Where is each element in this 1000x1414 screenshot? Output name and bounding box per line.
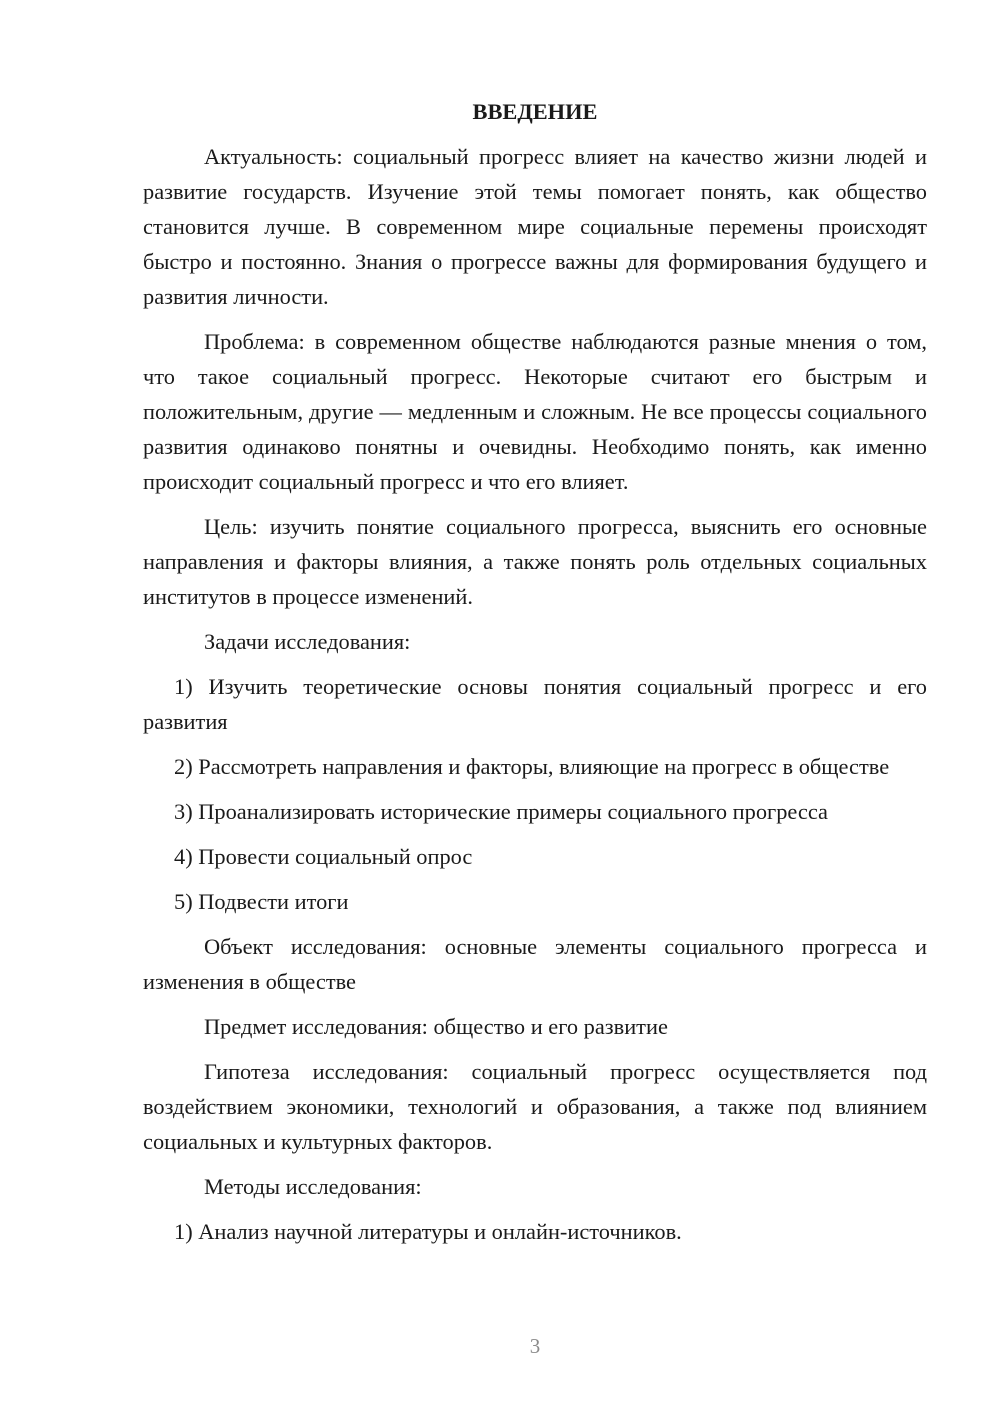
relevance-paragraph: Актуальность: социальный прогресс влияет на качество жизни людей и развитие государств. Изучение этой темы помогает понять, как общество становится лучше. В современном мире социальные перемены происходят быстро и постоянно. Знания о прогрессе важны для формирования будущего и развития личности.: [143, 144, 927, 309]
problem-paragraph: Проблема: в современном обществе наблюдаются разные мнения о том, что такое социальный прогресс. Некоторые считают его быстрым и положительным, другие — медленным и сложным. Не все процессы социального развития одинаково понятны и очевидны. Необходимо понять, как именно происходит социальный прогресс и что его влияет.: [143, 329, 927, 494]
method-item-1: 1) Анализ научной литературы и онлайн-источников.: [174, 1219, 682, 1244]
object-paragraph: Объект исследования: основные элементы социального прогресса и изменения в обществе: [143, 934, 927, 994]
hypothesis-paragraph: Гипотеза исследования: социальный прогресс осуществляется под воздействием экономики, технологий и образования, а также под влиянием социальных и культурных факторов.: [143, 1059, 927, 1154]
goal-paragraph: Цель: изучить понятие социального прогресса, выяснить его основные направления и факторы влияния, а также понять роль отдельных социальных институтов в процессе изменений.: [143, 514, 927, 609]
page-number: 3: [529, 1334, 541, 1358]
task-item-2: 2) Рассмотреть направления и факторы, влияющие на прогресс в обществе: [174, 754, 890, 779]
task-item-1: 1) Изучить теоретические основы понятия социальный прогресс и его развития: [143, 674, 927, 734]
task-item-3: 3) Проанализировать исторические примеры социального прогресса: [174, 799, 828, 824]
methods-title: Методы исследования:: [204, 1174, 422, 1199]
section-heading: ВВЕДЕНИЕ: [472, 99, 598, 124]
subject-paragraph: Предмет исследования: общество и его развитие: [204, 1014, 668, 1039]
task-item-4: 4) Провести социальный опрос: [174, 844, 473, 869]
task-item-5: 5) Подвести итоги: [174, 889, 349, 914]
page-content: [143, 94, 927, 1259]
tasks-title: Задачи исследования:: [204, 629, 411, 654]
